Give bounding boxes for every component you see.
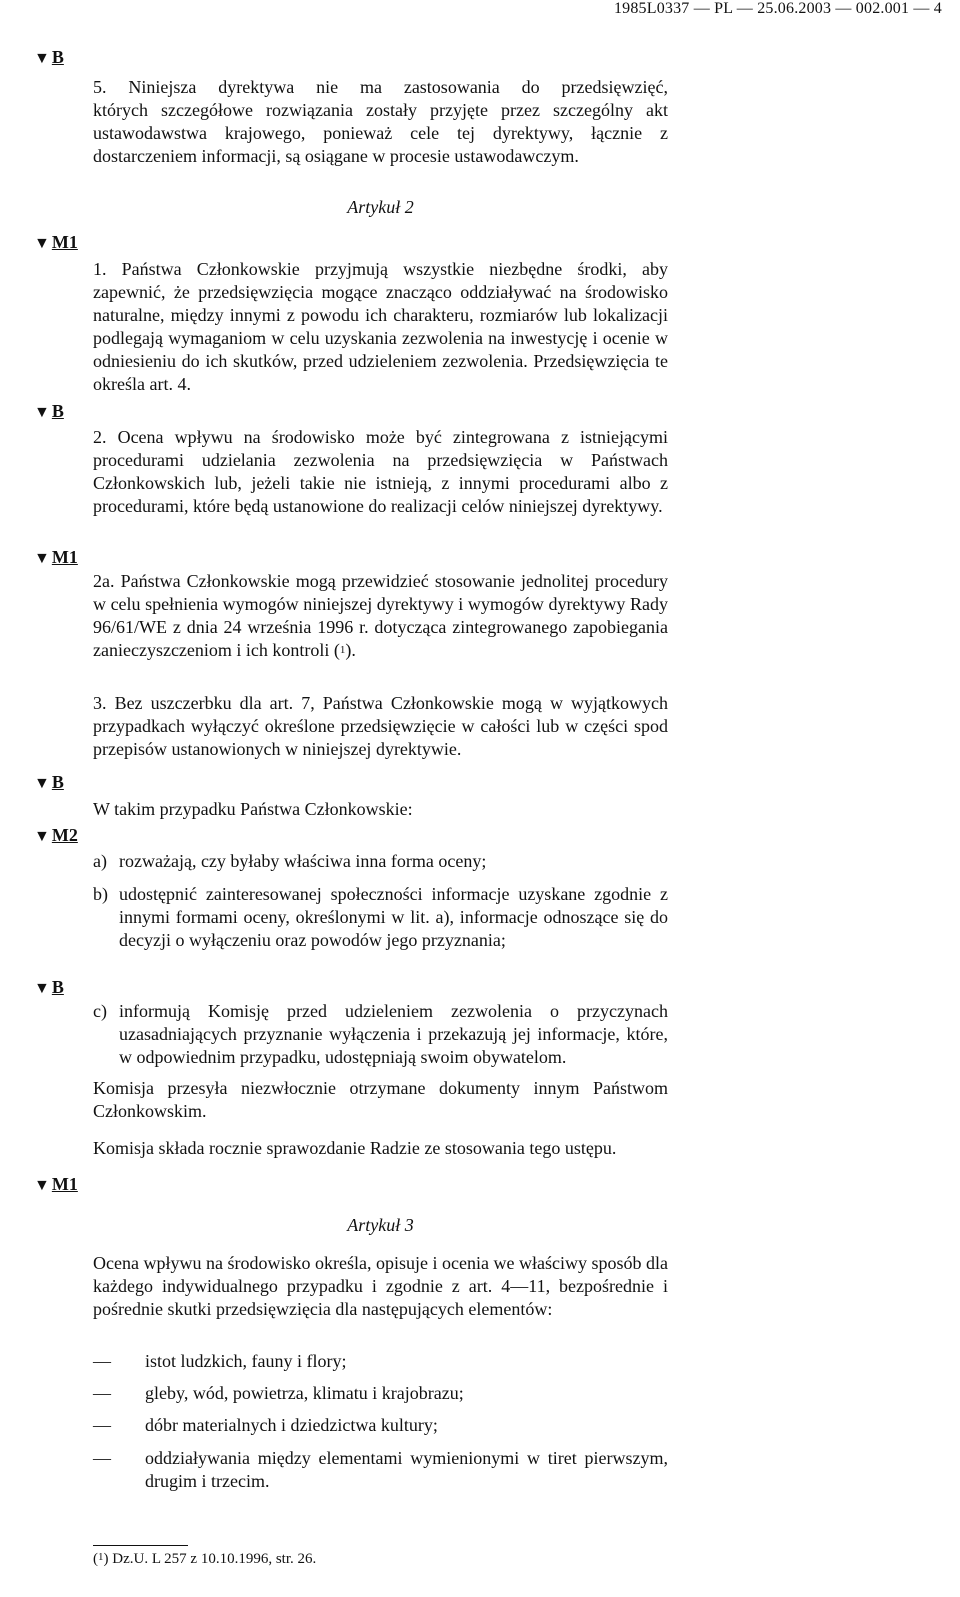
page-header: 1985L0337 — PL — 25.06.2003 — 002.001 — 4 — [613, 0, 942, 17]
paragraph-5 — [93, 76, 668, 168]
down-triangle-icon: ▼ — [34, 1177, 50, 1194]
list-item — [93, 1382, 668, 1405]
text-line: dostarczeniem informacji, są osiągane w procesie ustawodawczym. — [93, 146, 579, 166]
article-2-commission-1: Komisja przesyła niezwłocznie otrzymane dokumenty innym Państwom Członkowskim. — [93, 1078, 668, 1121]
paragraph-text-end: ). — [345, 640, 356, 660]
item-label: c) — [93, 1001, 107, 1021]
marker-label: M1 — [51, 1174, 78, 1194]
text-line: których szczegółowe rozwiązania zostały przyjęte przez szczególny akt — [93, 100, 668, 120]
amendment-marker[interactable] — [34, 232, 78, 253]
article-3-title: Artykuł 3 — [347, 1215, 414, 1235]
down-triangle-icon: ▼ — [34, 550, 50, 567]
article-2-intro: W takim przypadku Państwa Członkowskie: — [93, 799, 413, 819]
down-triangle-icon: ▼ — [34, 50, 50, 67]
item-text: udostępnić zainteresowanej społeczności informacje uzyskane zgodnie z innymi formami oceny, określonymi w lit. a), informacje odnoszące się do decyzji o wyłączeniu oraz powodów jego przyznania; — [119, 884, 668, 950]
list-item — [93, 850, 668, 873]
amendment-marker[interactable] — [34, 47, 64, 68]
article-2-commission-2: Komisja składa rocznie sprawozdanie Radzie ze stosowania tego ustępu. — [93, 1138, 617, 1158]
list-item — [93, 1350, 668, 1373]
article-2-title: Artykuł 2 — [347, 197, 414, 217]
article-2-paragraph-1: 1. Państwa Członkowskie przyjmują wszystkie niezbędne środki, aby zapewnić, że przedsięwzięcia mogące znacząco oddziaływać na środowisko naturalne, między innymi z powodu ich charakteru, rozmiarów lub lokalizacji podlegają wymaganiom w celu uzyskania zezwolenia na inwestycję i ocenie w odniesieniu do ich skutków, przed udzieleniem zezwolenia. Przedsięwzięcia te określa art. 4. — [93, 259, 668, 394]
footnote-ref[interactable]: 1 — [339, 644, 346, 656]
footnote: ($^1$) Dz.U. L 257 z 10.10.1996, str. 26. — [93, 1551, 317, 1567]
list-item — [93, 1000, 668, 1069]
item-text: dóbr materialnych i dziedzictwa kultury; — [145, 1415, 438, 1435]
text-line: ustawodawstwa krajowego, ponieważ cele tej dyrektywy, łącznie z — [93, 123, 668, 143]
footnote-number: 1 — [98, 1551, 104, 1563]
amendment-marker[interactable] — [34, 825, 78, 846]
dash-label: — — [93, 1383, 111, 1403]
down-triangle-icon: ▼ — [34, 775, 50, 792]
marker-label: M2 — [51, 825, 78, 845]
down-triangle-icon: ▼ — [34, 404, 50, 421]
amendment-marker[interactable] — [34, 772, 64, 793]
down-triangle-icon: ▼ — [34, 235, 50, 252]
footnote-text: Dz.U. L 257 z 10.10.1996, str. 26. — [108, 1551, 317, 1567]
list-item — [93, 1414, 668, 1437]
marker-label: M1 — [51, 547, 78, 567]
amendment-marker[interactable] — [34, 547, 78, 568]
item-text: gleby, wód, powietrza, klimatu i krajobrazu; — [145, 1383, 464, 1403]
down-triangle-icon: ▼ — [34, 980, 50, 997]
marker-label: B — [51, 772, 64, 792]
marker-label: B — [51, 47, 64, 67]
item-label: b) — [93, 884, 108, 904]
dash-label: — — [93, 1415, 111, 1435]
item-text: istot ludzkich, fauny i flory; — [145, 1351, 347, 1371]
dash-label: — — [93, 1351, 111, 1371]
amendment-marker[interactable] — [34, 977, 64, 998]
footnote-separator — [93, 1545, 188, 1546]
article-2-paragraph-3: 3. Bez uszczerbku dla art. 7, Państwa Członkowskie mogą w wyjątkowych przypadkach wyłączyć określone przedsięwzięcie w całości lub w części spod przepisów ustanowionych w niniejszej dyrektywie. — [93, 693, 668, 759]
item-text: rozważają, czy byłaby właściwa inna forma oceny; — [119, 851, 487, 871]
item-text: informują Komisję przed udzieleniem zezwolenia o przyczynach uzasadniających przyznanie wyłączenia i przekazują jej informacje, które, w odpowiednim przypadku, udostępniają swoim obywatelom. — [119, 1001, 668, 1067]
text-line: 5. Niniejsza dyrektywa nie ma zastosowania do przedsięwzięć, — [93, 77, 668, 97]
article-2-paragraph-2a — [93, 570, 668, 662]
marker-label: B — [51, 401, 64, 421]
item-text: oddziaływania między elementami wymienionymi w tiret pierwszym, drugim i trzecim. — [145, 1448, 668, 1491]
marker-label: B — [51, 977, 64, 997]
list-item — [93, 1447, 668, 1493]
list-item — [93, 883, 668, 952]
article-2-paragraph-2: 2. Ocena wpływu na środowisko może być zintegrowana z istniejącymi procedurami udzielania zezwolenia na przedsięwzięcia w Państwach Członkowskich lub, jeżeli takie nie istnieją, z innymi procedurami albo z procedurami, które będą ustanowione do realizacji celów niniejszej dyrektywy. — [93, 427, 668, 516]
down-triangle-icon: ▼ — [34, 828, 50, 845]
article-3-paragraph: Ocena wpływu na środowisko określa, opisuje i ocenia we właściwy sposób dla każdego indywidualnego przypadku i zgodnie z art. 4—11, bezpośrednie i pośrednie skutki przedsięwzięcia dla następujących elementów: — [93, 1253, 668, 1319]
item-label: a) — [93, 851, 107, 871]
amendment-marker[interactable] — [34, 1174, 78, 1195]
dash-label: — — [93, 1448, 111, 1468]
marker-label: M1 — [51, 232, 78, 252]
paragraph-text: 2a. Państwa Członkowskie mogą przewidzieć stosowanie jednolitej procedury w celu spełnienia wymogów niniejszej dyrektywy i wymogów dyrektywy Rady 96/61/WE z dnia 24 września 1996 r. dotycząca zintegrowanego zapobiegania zanieczyszczeniom i ich kontroli ( — [93, 571, 668, 660]
amendment-marker[interactable] — [34, 401, 64, 422]
